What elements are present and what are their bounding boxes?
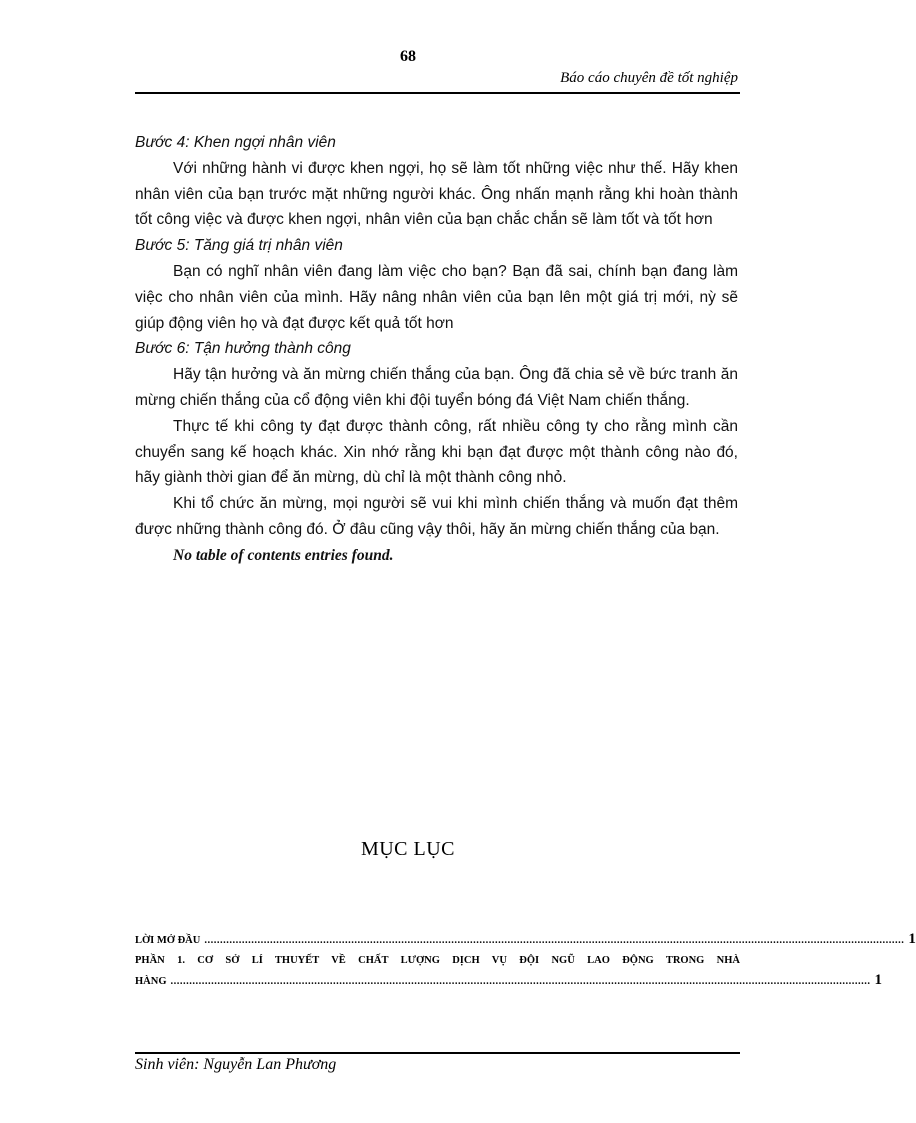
- step6-heading: Bước 6: Tận hưởng thành công: [135, 340, 351, 358]
- footer-text: Sinh viên: Nguyễn Lan Phương: [135, 1056, 337, 1073]
- step5-paragraph: Bạn có nghĩ nhân viên đang làm việc cho bạn? Bạn đã sai, chính bạn đang làm việc cho nhân viên của mình. Hãy nâng nhân viên của bạn lên một giá trị mới, nỳ sẽ giúp động viên họ và đạt được kết quả tốt hơn: [135, 262, 738, 332]
- step4-heading: Bước 4: Khen ngợi nhân viên: [135, 134, 336, 151]
- toc-entry-page: 1: [908, 931, 916, 947]
- toc-entry-label: LỜI MỞ ĐẦU: [135, 935, 201, 946]
- toc-entry-page: 1: [874, 972, 882, 988]
- toc-entry-intro[interactable]: [135, 931, 916, 950]
- step6-paragraph-1: Hãy tận hưởng và ăn mừng chiến thắng của bạn. Ông đã chia sẻ về bức tranh ăn mừng chiến thắng của cổ động viên khi đội tuyển bóng đá Việt Nam chiến thắng.: [135, 366, 738, 409]
- page-number: 68: [400, 48, 416, 65]
- header-title: Báo cáo chuyên đề tốt nghiệp: [560, 70, 738, 86]
- step6-paragraph-2: Thực tế khi công ty đạt được thành công, rất nhiều công ty cho rằng mình cần chuyển sang kế hoạch khác. Xin nhớ rằng khi bạn đạt được một thành công nào đó, hãy giành thời gian để ăn mừng, dù chỉ là một thành công nhỏ.: [135, 417, 738, 487]
- toc-empty-notice: No table of contents entries found.: [173, 546, 394, 564]
- header-rule: [135, 92, 740, 94]
- step5-heading: Bước 5: Tăng giá trị nhân viên: [135, 237, 343, 255]
- step6-paragraph-3: Khi tổ chức ăn mừng, mọi người sẽ vui khi mình chiến thắng và muốn đạt thêm được những thành công đó. Ở đâu cũng vậy thôi, hãy ăn mừng chiến thắng của bạn.: [135, 495, 738, 538]
- table-of-contents: [135, 931, 916, 991]
- step4-paragraph: Với những hành vi được khen ngợi, họ sẽ làm tốt những việc như thế. Hãy khen nhân viên của bạn trước mặt những người khác. Ông nhấn mạnh rằng khi hoàn thành tốt công việc và được khen ngợi, nhân viên của bạn chắc chắn sẽ làm tốt và tốt hơn: [135, 159, 738, 229]
- toc-entry-part1[interactable]: [135, 950, 882, 991]
- body-text: [135, 130, 738, 569]
- toc-title: MỤC LỤC: [360, 838, 456, 860]
- toc-entry-label-line2: HÀNG: [135, 976, 167, 987]
- toc-leader: ................................................................................................................................................................................................................................: [204, 935, 905, 946]
- footer-rule: [135, 1052, 740, 1054]
- toc-entry-label-line1: PHẦN 1. CƠ SỞ LÍ THUYẾT VỀ CHẤT LƯỢNG DỊCH VỤ ĐỘI NGŨ LAO ĐỘNG TRONG NHÀ: [135, 955, 740, 966]
- toc-leader: ................................................................................................................................................................................................................................: [170, 976, 871, 987]
